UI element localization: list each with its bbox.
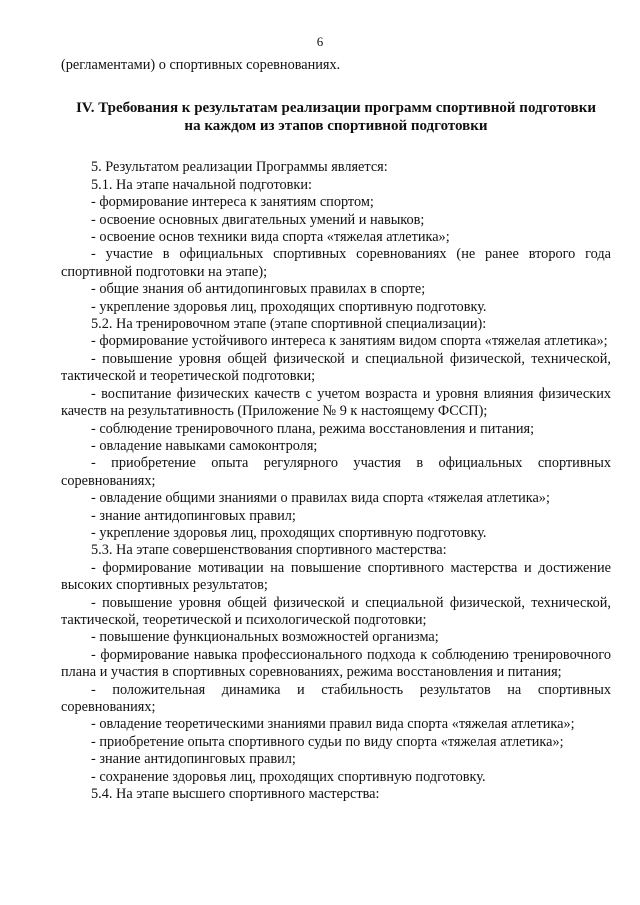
list-item: - укрепление здоровья лиц, проходящих спортивную подготовку. (91, 298, 487, 315)
list-item: - сохранение здоровья лиц, проходящих спортивную подготовку. (91, 768, 486, 785)
section-heading-line-1: IV. Требования к результатам реализации программ спортивной подготовки (75, 100, 597, 117)
list-item: - приобретение опыта регулярного участия в официальных спортивных соревнованиях; (61, 455, 611, 489)
section-heading (61, 99, 611, 135)
paragraph: 5.1. На этапе начальной подготовки: (91, 176, 312, 193)
paragraph: 5.2. На тренировочном этапе (этапе спортивной специализации): (91, 316, 487, 333)
page-number: 6 (316, 34, 324, 49)
list-item: - овладение теоретическими знаниями правил вида спорта «тяжелая атлетика»; (91, 716, 575, 733)
list-item: - общие знания об антидопинговых правилах в спорте; (91, 281, 426, 298)
list-item: - формирование мотивации на повышение спортивного мастерства и достижение высоких спортивных результатов; (61, 559, 611, 594)
list-item: - знание антидопинговых правил; (91, 507, 296, 524)
list-item: - повышение уровня общей физической и специальной физической, технической, тактической и теоретической подготовки; (61, 350, 611, 385)
list-item: - укрепление здоровья лиц, проходящих спортивную подготовку. (91, 524, 487, 541)
paragraph: 5.4. На этапе высшего спортивного мастерства: (91, 786, 380, 803)
list-item: - участие в официальных спортивных соревнованиях (не ранее второго года спортивной подготовки на этапе); (61, 246, 611, 280)
list-item: - овладение общими знаниями о правилах вида спорта «тяжелая атлетика»; (91, 490, 550, 507)
list-item: - приобретение опыта спортивного судьи по виду спорта «тяжелая атлетика»; (91, 733, 564, 750)
list-item: - формирование интереса к занятиям спортом; (91, 194, 374, 211)
document-body (61, 57, 611, 803)
section-heading-line-2: на каждом из этапов спортивной подготовки (184, 118, 488, 135)
list-item: - овладение навыками самоконтроля; (91, 437, 318, 454)
list-item: - формирование навыка профессионального подхода к соблюдению тренировочного плана и участия в спортивных соревнованиях, режима восстановления и питания; (61, 646, 611, 681)
paragraph: 5.3. На этапе совершенствования спортивного мастерства: (91, 542, 447, 559)
list-item: - соблюдение тренировочного плана, режима восстановления и питания; (91, 420, 535, 437)
list-item: - формирование устойчивого интереса к занятиям видом спорта «тяжелая атлетика»; (91, 333, 608, 350)
list-item: - воспитание физических качеств с учетом возраста и уровня влияния физических качеств на результативность (Приложение № 9 к настоящему ФССП); (61, 385, 611, 420)
list-item: - знание антидопинговых правил; (91, 751, 296, 768)
list-item: - положительная динамика и стабильность результатов на спортивных соревнованиях; (61, 681, 611, 715)
list-item: - освоение основ техники вида спорта «тяжелая атлетика»; (91, 229, 450, 246)
list-item: - повышение функциональных возможностей организма; (91, 629, 439, 646)
list-item: - повышение уровня общей физической и специальной физической, технической, тактической, теоретической и психологической подготовки; (61, 594, 611, 628)
continuation-line: (регламентами) о спортивных соревнованиях. (61, 57, 341, 73)
paragraph: 5. Результатом реализации Программы является: (91, 159, 388, 176)
list-item: - освоение основных двигательных умений и навыков; (91, 211, 425, 228)
